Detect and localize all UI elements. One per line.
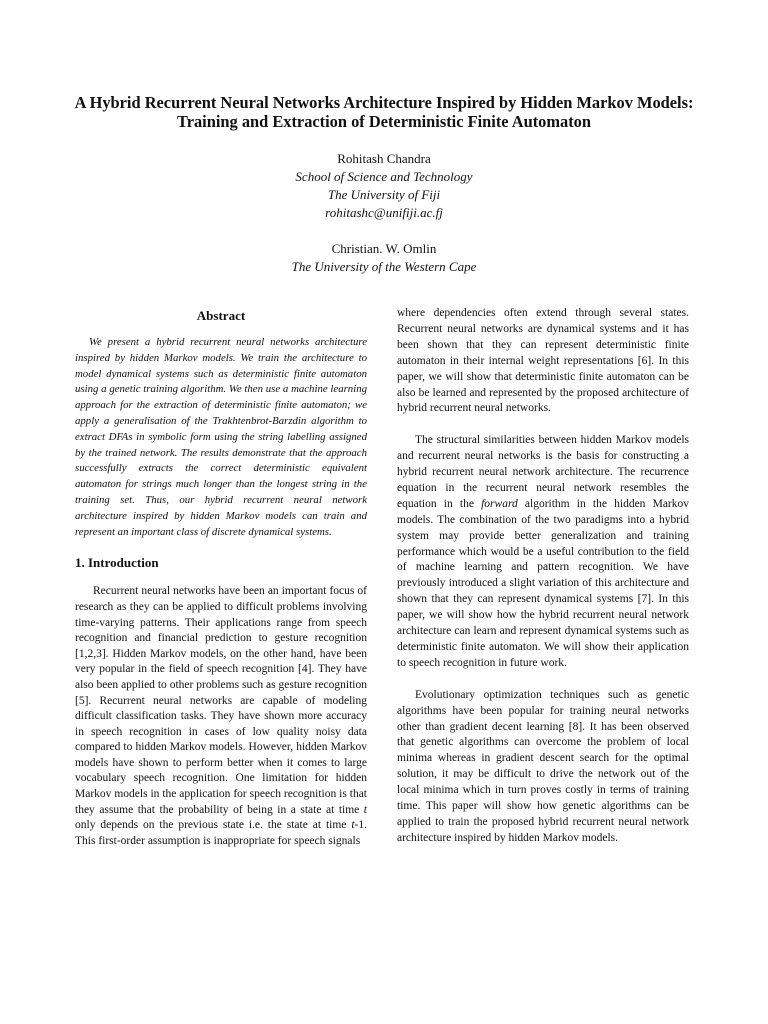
introduction-paragraph-1 bbox=[75, 584, 367, 849]
left-column bbox=[75, 308, 367, 849]
author-block-2 bbox=[134, 240, 634, 276]
author-name: Christian. W. Omlin bbox=[331, 241, 437, 256]
author-list bbox=[134, 150, 634, 276]
text-run: algorithm in the hidden Markov models. The combination of the two paradigms into a hybrid system may provide better generalization and training performance which would be a useful contribution to the field of machine learning and pattern recognition. We have previously introduced a slight variation of this architecture and shown that they can represent dynamical systems [7]. In this paper, we will show how the hybrid recurrent neural network architecture can learn and represent dynamical systems such as deterministic finite automaton. We will show their application to speech recognition in future work. bbox=[397, 497, 690, 669]
right-column bbox=[397, 306, 689, 847]
text-run: -1. This first-order assumption is inappropriate for speech signals bbox=[75, 819, 367, 847]
abstract-text: We present a hybrid recurrent neural networks architecture inspired by hidden Markov models. We train the architecture to model dynamical systems such as deterministic finite automaton using a genetic training algorithm. We then use a machine learning approach for the extraction of deterministic finite automaton; we apply a generalisation of the Trakhtenbrot-Barzdin algorithm to extract DFAs in symbolic form using the string labelling assigned by the trained network. The results demonstrate that the approach successfully extracts the correct deterministic equivalent automaton for strings much longer than the longest string in the training set. Thus, our hybrid recurrent neural network architecture inspired by hidden Markov models can train and represent an important class of discrete dynamical systems. bbox=[75, 336, 367, 538]
introduction-heading: 1. Introduction bbox=[75, 555, 159, 571]
introduction-paragraph-2 bbox=[397, 433, 689, 672]
math-variable: t bbox=[351, 819, 355, 832]
text-run: only depends on the previous state i.e. the state at time bbox=[75, 819, 352, 832]
author-university: The University of the Western Cape bbox=[291, 259, 477, 274]
introduction-paragraph-1-continued: where dependencies often extend through several states. Recurrent neural networks are dynamical systems and it has been shown that they can represent deterministic finite automaton in their internal weight representations [6]. In this paper, we will show that deterministic finite automaton can be also be learned and represented by the proposed architecture of hybrid recurrent neural networks. bbox=[397, 307, 689, 415]
math-variable: t bbox=[363, 803, 367, 816]
emphasis-text: forward bbox=[481, 497, 518, 510]
paper-title: A Hybrid Recurrent Neural Networks Architecture Inspired by Hidden Markov Models: Training and Extraction of Deterministic Finite Automaton bbox=[74, 93, 694, 131]
abstract-heading: Abstract bbox=[196, 308, 246, 323]
author-block-1 bbox=[134, 150, 634, 222]
author-school: School of Science and Technology bbox=[295, 169, 473, 184]
author-name: Rohitash Chandra bbox=[337, 151, 431, 166]
text-run: The structural similarities between hidden Markov models and recurrent neural networks is the basis for constructing a hybrid recurrent neural network architecture. The recurrence equation in the recurrent neural network resembles the equation in the bbox=[397, 434, 689, 510]
author-university: The University of Fiji bbox=[327, 187, 441, 202]
text-run: Recurrent neural networks have been an important focus of research as they can be applied to difficult problems involving time-varying patterns. Their applications range from speech recognition and financial prediction to gesture recognition [1,2,3]. Hidden Markov models, on the other hand, have been very popular in the field of speech recognition [4]. They have also been applied to other problems such as gesture recognition [5]. Recurrent neural networks are capable of modeling difficult classification tasks. They have shown more accuracy in speech recognition in cases of low quality noisy data compared to hidden Markov models. However, hidden Markov models have shown to perform better when it comes to large vocabulary speech recognition. One limitation for hidden Markov models in the application for speech recognition is that they assume that the probability of being in a state at time bbox=[75, 585, 367, 816]
introduction-paragraph-3: Evolutionary optimization techniques such as genetic algorithms have been popular for training neural networks other than gradient decent learning [8]. It has been observed that genetic algorithms can overcome the problem of local minima whereas in gradient descent search for the optimal solution, it may be difficult to drive the network out of the local minima which in turn proves costly in terms of training time. This paper will show how genetic algorithms can be applied to train the proposed hybrid recurrent neural network architecture inspired by hidden Markov models. bbox=[397, 688, 689, 844]
author-email: rohitashc@unifiji.ac.fj bbox=[325, 205, 443, 220]
